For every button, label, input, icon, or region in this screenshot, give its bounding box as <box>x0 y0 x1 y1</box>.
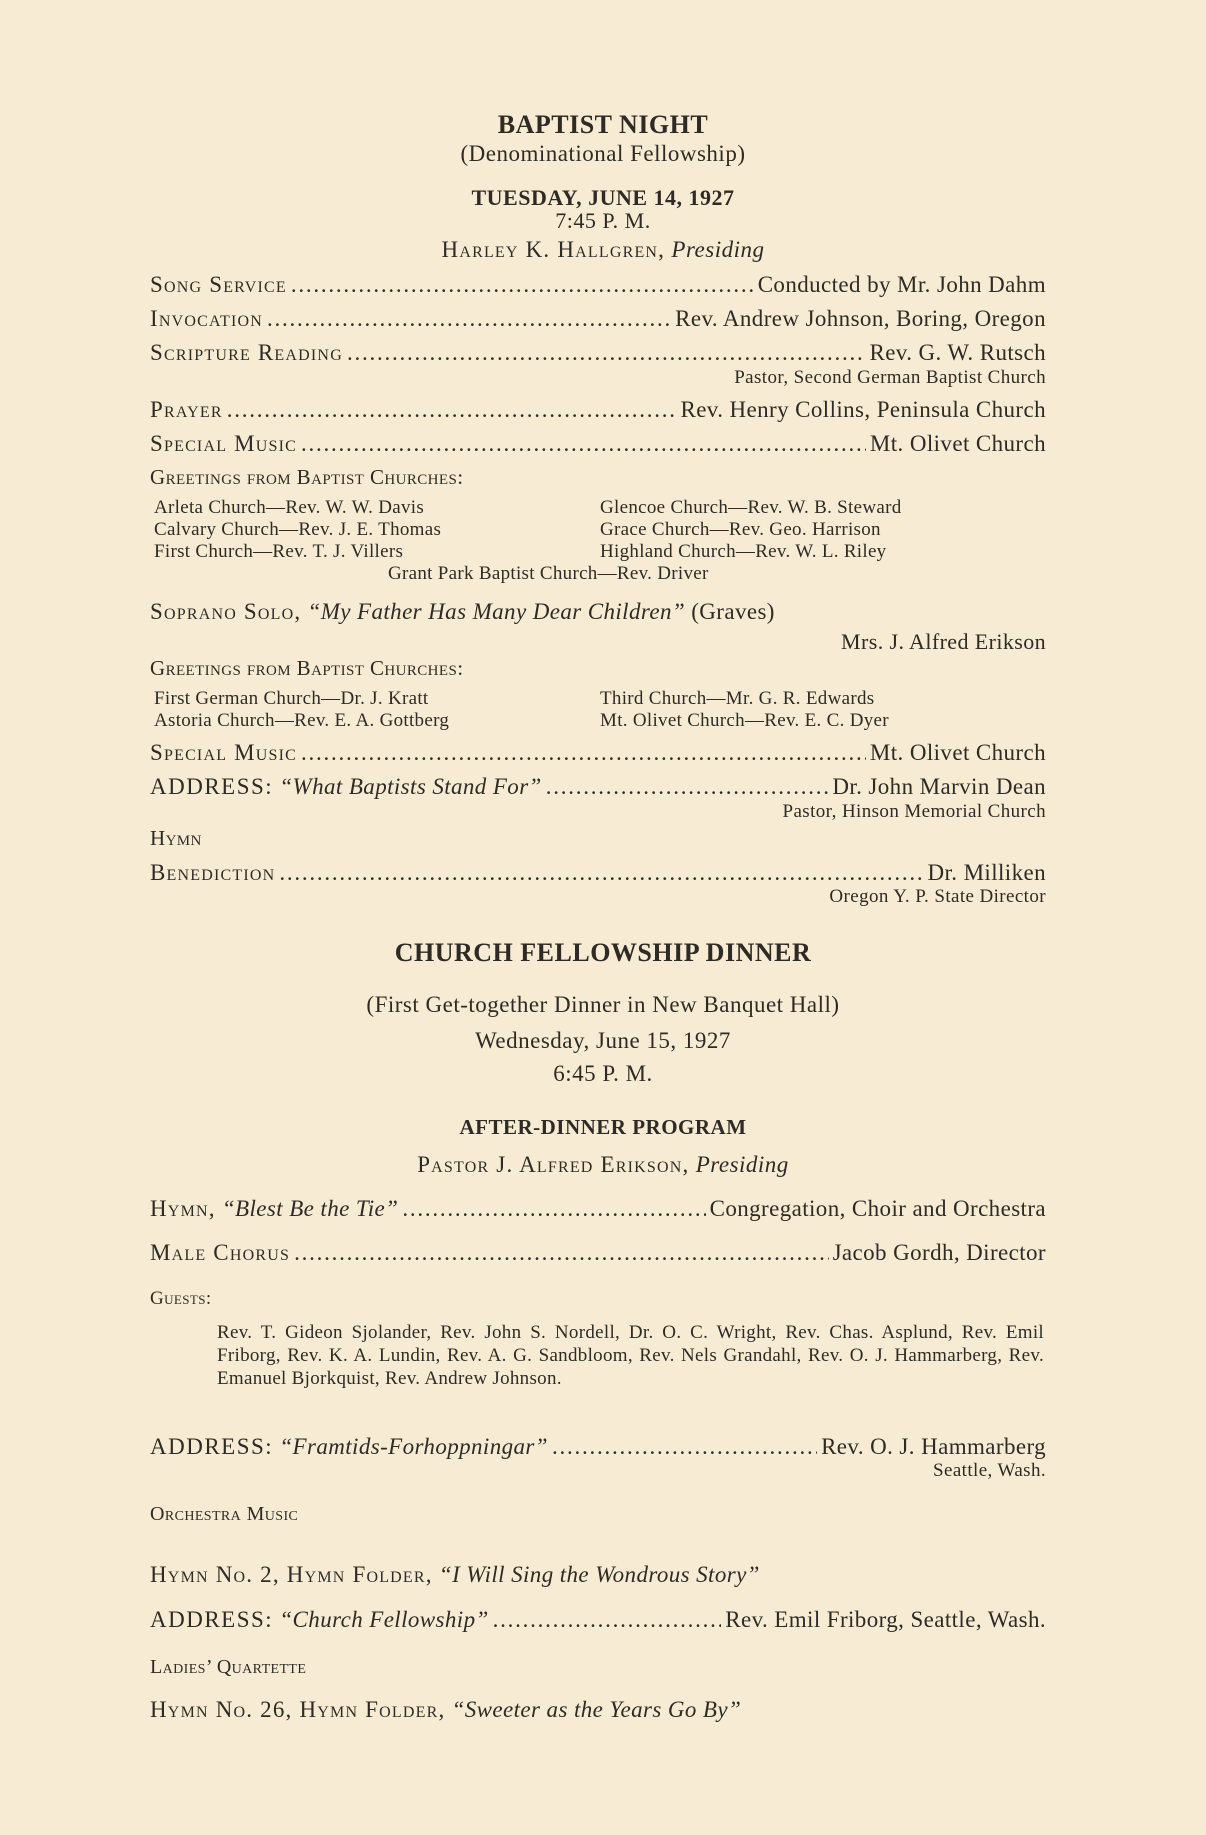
address-row-2 <box>150 1607 1046 1633</box>
address-speaker: Dr. John Marvin Dean <box>832 774 1046 799</box>
dinner-hymn-value: Congregation, Choir and Orchestra <box>709 1196 1046 1221</box>
scripture-value: Rev. G. W. Rutsch <box>869 340 1046 365</box>
greetings-list-1 <box>154 497 1014 587</box>
special-music-value: Mt. Olivet Church <box>869 740 1046 765</box>
greeting-entry: Grace Church—Rev. Geo. Harrison <box>600 519 881 540</box>
presiding-role: Presiding <box>671 237 765 262</box>
address-title: “Church Fellowship” <box>279 1607 489 1632</box>
greeting-entry: Arleta Church—Rev. W. W. Davis <box>154 497 425 518</box>
dinner-subtitle: (First Get-together Dinner in New Banquet Hall) <box>366 992 840 1017</box>
baptist-night-title: BAPTIST NIGHT <box>497 110 709 139</box>
baptist-presiding <box>0 237 1206 263</box>
address-row-baptist <box>150 774 1046 800</box>
leader-dots <box>347 340 866 366</box>
invocation-label: Invocation <box>150 306 263 331</box>
greeting-entry: Highland Church—Rev. W. L. Riley <box>600 541 887 562</box>
dinner-time: 6:45 P. M. <box>553 1061 653 1086</box>
invocation-row <box>150 306 1046 332</box>
hymn-3-label: Hymn No. 26, Hymn Folder, <box>150 1697 446 1722</box>
guests-label: Guests: <box>150 1288 212 1309</box>
leader-dots <box>552 1434 817 1460</box>
leader-dots <box>493 1607 722 1633</box>
address-label: ADDRESS: “Church Fellowship” <box>150 1607 489 1632</box>
special-music-label: Special Music <box>150 431 298 456</box>
leader-dots <box>294 1240 829 1266</box>
address-label: ADDRESS: “What Baptists Stand For” <box>150 774 542 799</box>
special-music-value: Mt. Olivet Church <box>869 431 1046 456</box>
soprano-performer: Mrs. J. Alfred Erikson <box>841 629 1046 654</box>
soprano-composer: (Graves) <box>691 599 775 624</box>
greeting-entry: Third Church—Mr. G. R. Edwards <box>600 688 875 709</box>
hymn-2-row <box>150 1562 1046 1588</box>
dinner-hymn-row <box>150 1196 1046 1222</box>
address-title: “What Baptists Stand For” <box>279 774 542 799</box>
scripture-row <box>150 340 1046 366</box>
leader-dots <box>402 1196 705 1222</box>
baptist-night-date: TUESDAY, JUNE 14, 1927 <box>471 185 735 210</box>
greeting-entry: Grant Park Baptist Church—Rev. Driver <box>388 563 709 584</box>
greetings-label-1: Greetings from Baptist Churches: <box>150 465 464 489</box>
baptist-night-time: 7:45 P. M. <box>555 208 651 233</box>
hymn-3-row <box>150 1697 1046 1723</box>
leader-dots <box>267 306 671 332</box>
hymn-title: “Blest Be the Tie” <box>221 1196 399 1221</box>
leader-dots <box>279 860 923 886</box>
dinner-presiding <box>0 1152 1206 1178</box>
address-label: ADDRESS: “Framtids-Forhoppningar” <box>150 1434 548 1459</box>
hymn-2-title: “I Will Sing the Wondrous Story” <box>438 1562 760 1587</box>
greeting-entry: First German Church—Dr. J. Kratt <box>154 688 429 709</box>
greeting-entry: Mt. Olivet Church—Rev. E. C. Dyer <box>600 710 889 731</box>
leader-dots <box>301 740 866 766</box>
greetings-label-2: Greetings from Baptist Churches: <box>150 656 464 680</box>
song-service-row <box>150 272 1046 298</box>
special-music-row-2 <box>150 740 1046 766</box>
scripture-note: Pastor, Second German Baptist Church <box>734 367 1046 388</box>
benediction-label: Benediction <box>150 860 276 885</box>
prayer-value: Rev. Henry Collins, Peninsula Church <box>680 397 1046 422</box>
benediction-note: Oregon Y. P. State Director <box>829 886 1046 907</box>
song-service-value: Conducted by Mr. John Dahm <box>757 272 1046 297</box>
dinner-date: Wednesday, June 15, 1927 <box>475 1028 731 1053</box>
benediction-row <box>150 860 1046 886</box>
presiding-name: Pastor J. Alfred Erikson, <box>417 1152 690 1177</box>
invocation-value: Rev. Andrew Johnson, Boring, Oregon <box>675 306 1046 331</box>
male-chorus-label: Male Chorus <box>150 1240 291 1265</box>
leader-dots <box>291 272 754 298</box>
ladies-quartette-label: Ladies’ Quartette <box>150 1656 307 1678</box>
address-row-1 <box>150 1434 1046 1460</box>
orchestra-music-label: Orchestra Music <box>150 1503 299 1525</box>
greetings-list-2 <box>154 688 1014 734</box>
special-music-label: Special Music <box>150 740 298 765</box>
soprano-row <box>150 599 1046 625</box>
address-note: Pastor, Hinson Memorial Church <box>782 801 1046 822</box>
leader-dots <box>227 397 677 423</box>
greeting-entry: Calvary Church—Rev. J. E. Thomas <box>154 519 442 540</box>
dinner-title: CHURCH FELLOWSHIP DINNER <box>394 938 812 967</box>
leader-dots <box>301 431 866 457</box>
guests-list: Rev. T. Gideon Sjolander, Rev. John S. Nordell, Dr. O. C. Wright, Rev. Chas. Asplund, Rev. Emil Friborg, Rev. K. A. Lundin, Rev. A. G. Sandbloom, Rev. Nels Grandahl, Rev. O. J. Hammarberg, Rev. Emanuel Bjorkquist, Rev. Andrew Johnson. <box>217 1322 1044 1389</box>
address-note: Seattle, Wash. <box>933 1460 1046 1481</box>
special-music-row-1 <box>150 431 1046 457</box>
male-chorus-value: Jacob Gordh, Director <box>832 1240 1046 1265</box>
benediction-value: Dr. Milliken <box>927 860 1046 885</box>
presiding-role: Presiding <box>695 1152 789 1177</box>
greeting-entry: Glencoe Church—Rev. W. B. Steward <box>600 497 902 518</box>
presiding-name: Harley K. Hallgren, <box>441 237 666 262</box>
after-dinner-title: AFTER-DINNER PROGRAM <box>459 1115 747 1139</box>
soprano-title: “My Father Has Many Dear Children” <box>307 599 686 624</box>
soprano-label: Soprano Solo, <box>150 599 302 624</box>
scripture-label: Scripture Reading <box>150 340 343 365</box>
address-speaker: Rev. Emil Friborg, Seattle, Wash. <box>725 1607 1046 1632</box>
hymn-label: Hymn <box>150 826 202 850</box>
hymn-3-title: “Sweeter as the Years Go By” <box>451 1697 742 1722</box>
greeting-entry: First Church—Rev. T. J. Villers <box>154 541 404 562</box>
greeting-entry: Astoria Church—Rev. E. A. Gottberg <box>154 710 450 731</box>
address-title: “Framtids-Forhoppningar” <box>279 1434 548 1459</box>
song-service-label: Song Service <box>150 272 287 297</box>
hymn-2-label: Hymn No. 2, Hymn Folder, <box>150 1562 433 1587</box>
leader-dots <box>546 774 829 800</box>
male-chorus-row <box>150 1240 1046 1266</box>
baptist-night-subtitle: (Denominational Fellowship) <box>460 141 746 166</box>
prayer-row <box>150 397 1046 423</box>
dinner-hymn-label: Hymn, “Blest Be the Tie” <box>150 1196 399 1221</box>
address-speaker: Rev. O. J. Hammarberg <box>821 1434 1046 1459</box>
prayer-label: Prayer <box>150 397 223 422</box>
